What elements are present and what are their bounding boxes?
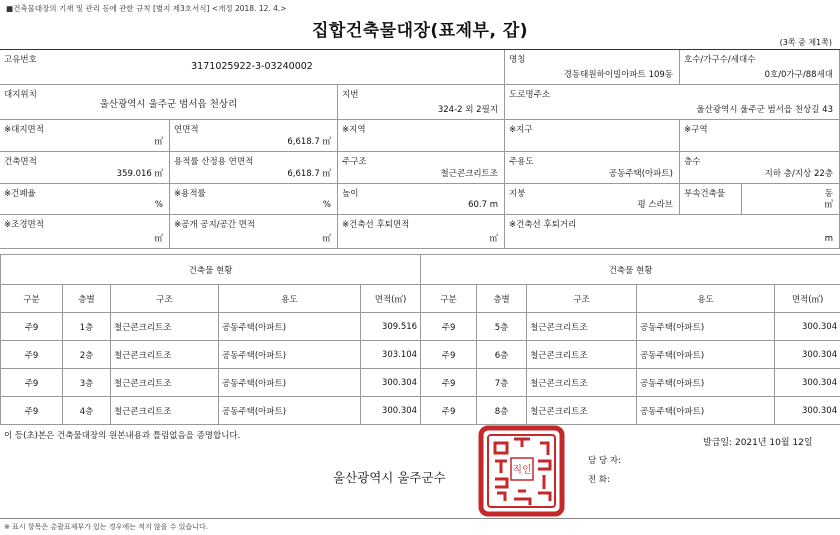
cell-structure: 철근콘크리트조: [527, 313, 637, 341]
id-cell: [0, 50, 505, 85]
col-header-floor: 층별: [63, 285, 111, 313]
cell-area: 300.304: [361, 369, 421, 397]
main-use-label: 주용도: [509, 157, 534, 167]
id-value: 3171025922-3-03240002: [191, 61, 313, 72]
sector-cell: [680, 120, 840, 152]
cell-structure: 철근콘크리트조: [527, 369, 637, 397]
annex-value-cell: [742, 184, 840, 215]
setback-area-label: ※건축선 후퇴면적: [342, 220, 410, 230]
footnote: ※ 표시 항목은 총괄표제부가 있는 경우에는 적지 않을 수 있습니다.: [4, 523, 208, 531]
cell-structure: 철근콘크리트조: [111, 341, 219, 369]
cell-floor: 4층: [63, 397, 111, 425]
cell-floor: 2층: [63, 341, 111, 369]
total-area-value: 6,618.7 ㎡: [287, 137, 331, 147]
col-header-category: 구분: [421, 285, 477, 313]
col-header-area: 면적(㎡): [775, 285, 840, 313]
roof-value: 평 스라브: [637, 200, 673, 210]
total-area-label: 연면적: [174, 125, 199, 135]
bcr-label: ※건폐율: [4, 189, 36, 199]
name-label: 명칭: [509, 55, 526, 65]
table-row: [1, 341, 840, 369]
cell-area: 300.304: [361, 397, 421, 425]
building-area-label: 건축면적: [4, 157, 37, 167]
structure-value: 철근콘크리트조: [440, 169, 498, 179]
open-space-label: ※공개 공지/공간 면적: [174, 220, 256, 230]
roof-cell: [505, 184, 680, 215]
building-area-cell: [0, 152, 170, 184]
bcr-cell: [0, 184, 170, 215]
cell-category: 주9: [1, 369, 63, 397]
cell-category: 주9: [1, 397, 63, 425]
open-space-value: ㎡: [322, 234, 331, 244]
col-header-floor: 층별: [477, 285, 527, 313]
cell-floor: 7층: [477, 369, 527, 397]
road-address-value: 울산광역시 울주군 범서읍 천상길 43: [696, 105, 833, 115]
cell-floor: 3층: [63, 369, 111, 397]
cell-area: 300.304: [775, 397, 840, 425]
col-header-use: 용도: [637, 285, 775, 313]
cell-floor: 8층: [477, 397, 527, 425]
cell-area: 300.304: [775, 341, 840, 369]
cell-area: 300.304: [775, 313, 840, 341]
certification-text: 이 등(초)본은 건축물대장의 원본내용과 틀림없음을 증명합니다.: [4, 431, 241, 441]
roof-label: 지붕: [509, 189, 526, 199]
annex-count-value: 동: [824, 189, 833, 199]
title-section-grid: [0, 49, 840, 249]
cell-category: 주9: [1, 341, 63, 369]
cell-category: 주9: [421, 369, 477, 397]
form-note: ■건축물대장의 기재 및 관리 등에 관한 규칙 [별지 제3호서식] <개정 2018. 12. 4.>: [6, 4, 287, 13]
height-label: 높이: [342, 189, 359, 199]
open-space-cell: [170, 215, 338, 249]
name-cell: [505, 50, 680, 85]
building-area-value: 359.016 ㎡: [116, 169, 163, 179]
far-label: ※용적률: [174, 189, 206, 199]
footer-divider: [0, 518, 840, 519]
structure-cell: [338, 152, 505, 184]
far-area-value: 6,618.7 ㎡: [287, 169, 331, 179]
cell-floor: 5층: [477, 313, 527, 341]
issue-date: 발급일: 2021년 10월 12일: [703, 438, 813, 448]
units-cell: [680, 50, 840, 85]
table-row: [1, 369, 840, 397]
land-area-cell: [0, 120, 170, 152]
cell-category: 주9: [421, 313, 477, 341]
staff-label: 담 당 자:: [588, 456, 621, 466]
official-seal-icon: [478, 425, 565, 517]
cell-use: 공동주택(아파트): [637, 341, 775, 369]
setback-area-value: ㎡: [489, 234, 498, 244]
floors-cell: [680, 152, 840, 184]
cell-area: 303.104: [361, 341, 421, 369]
height-cell: [338, 184, 505, 215]
cell-use: 공동주택(아파트): [219, 341, 361, 369]
lot-cell: [338, 85, 505, 120]
table-row: [1, 397, 840, 425]
annex-area-value: ㎡: [824, 200, 833, 210]
page-count: (3쪽 중 제1쪽): [779, 38, 832, 47]
landscape-value: ㎡: [154, 234, 163, 244]
total-area-cell: [170, 120, 338, 152]
cell-structure: 철근콘크리트조: [111, 313, 219, 341]
structure-label: 주구조: [342, 157, 367, 167]
group-title-left: 건축물 현황: [1, 255, 421, 285]
main-use-value: 공동주택(아파트): [608, 169, 673, 179]
id-label: 고유번호: [4, 55, 37, 65]
far-area-label: 용적률 산정용 연면적: [174, 157, 254, 167]
annex-label: 부속건축물: [684, 189, 726, 199]
cell-area: 309.516: [361, 313, 421, 341]
district-cell: [505, 120, 680, 152]
landscape-label: ※조경면적: [4, 220, 44, 230]
col-header-area: 면적(㎡): [361, 285, 421, 313]
group-title-right: 건축물 현황: [421, 255, 840, 285]
cell-floor: 6층: [477, 341, 527, 369]
units-value: 0호/0가구/88세대: [764, 70, 833, 80]
setback-area-cell: [338, 215, 505, 249]
land-area-value: ㎡: [154, 137, 163, 147]
staff-info: [588, 452, 621, 490]
cell-category: 주9: [421, 341, 477, 369]
phone-label: 전 화:: [588, 475, 610, 485]
table-row: [1, 313, 840, 341]
road-address-cell: [505, 85, 840, 120]
cell-structure: 철근콘크리트조: [111, 397, 219, 425]
cell-use: 공동주택(아파트): [637, 369, 775, 397]
far-cell: [170, 184, 338, 215]
header-row: [1, 285, 840, 313]
main-use-cell: [505, 152, 680, 184]
lot-label: 지번: [342, 90, 359, 100]
height-value: 60.7 m: [468, 200, 498, 210]
floor-status-table: [0, 254, 840, 425]
site-cell: [0, 85, 338, 120]
cell-category: 주9: [1, 313, 63, 341]
seal-text: 직인: [512, 465, 532, 476]
cell-use: 공동주택(아파트): [219, 313, 361, 341]
bcr-value: %: [154, 200, 163, 210]
cell-use: 공동주택(아파트): [637, 397, 775, 425]
setback-distance-label: ※건축선 후퇴거리: [509, 220, 577, 230]
site-value: 울산광역시 울주군 범서읍 천상리: [99, 99, 238, 110]
cell-use: 공동주택(아파트): [219, 397, 361, 425]
cell-use: 공동주택(아파트): [637, 313, 775, 341]
land-area-label: ※대지면적: [4, 125, 44, 135]
name-value: 경동태원하이빌아파트 109동: [563, 70, 673, 80]
zone-cell: [338, 120, 505, 152]
road-address-label: 도로명주소: [509, 90, 551, 100]
document-title: 집합건축물대장(표제부, 갑): [311, 21, 529, 41]
units-label: 호수/가구수/세대수: [684, 55, 756, 65]
col-header-structure: 구조: [111, 285, 219, 313]
cell-floor: 1층: [63, 313, 111, 341]
far-value: %: [322, 200, 331, 210]
floors-value: 지하 층/지상 22층: [764, 169, 833, 179]
site-label: 대지위치: [4, 90, 37, 100]
floors-label: 층수: [684, 157, 701, 167]
zone-label: ※지역: [342, 125, 366, 135]
landscape-cell: [0, 215, 170, 249]
setback-distance-value: m: [824, 234, 833, 244]
far-area-cell: [170, 152, 338, 184]
col-header-structure: 구조: [527, 285, 637, 313]
district-label: ※지구: [509, 125, 533, 135]
sector-label: ※구역: [684, 125, 708, 135]
cell-structure: 철근콘크리트조: [527, 397, 637, 425]
issuing-authority: 울산광역시 울주군수: [333, 470, 446, 485]
cell-structure: 철근콘크리트조: [111, 369, 219, 397]
lot-value: 324-2 외 2필지: [437, 105, 498, 115]
cell-use: 공동주택(아파트): [219, 369, 361, 397]
setback-distance-cell: [505, 215, 840, 249]
col-header-use: 용도: [219, 285, 361, 313]
cell-category: 주9: [421, 397, 477, 425]
cell-structure: 철근콘크리트조: [527, 341, 637, 369]
annex-label-cell: [680, 184, 742, 215]
col-header-category: 구분: [1, 285, 63, 313]
cell-area: 300.304: [775, 369, 840, 397]
